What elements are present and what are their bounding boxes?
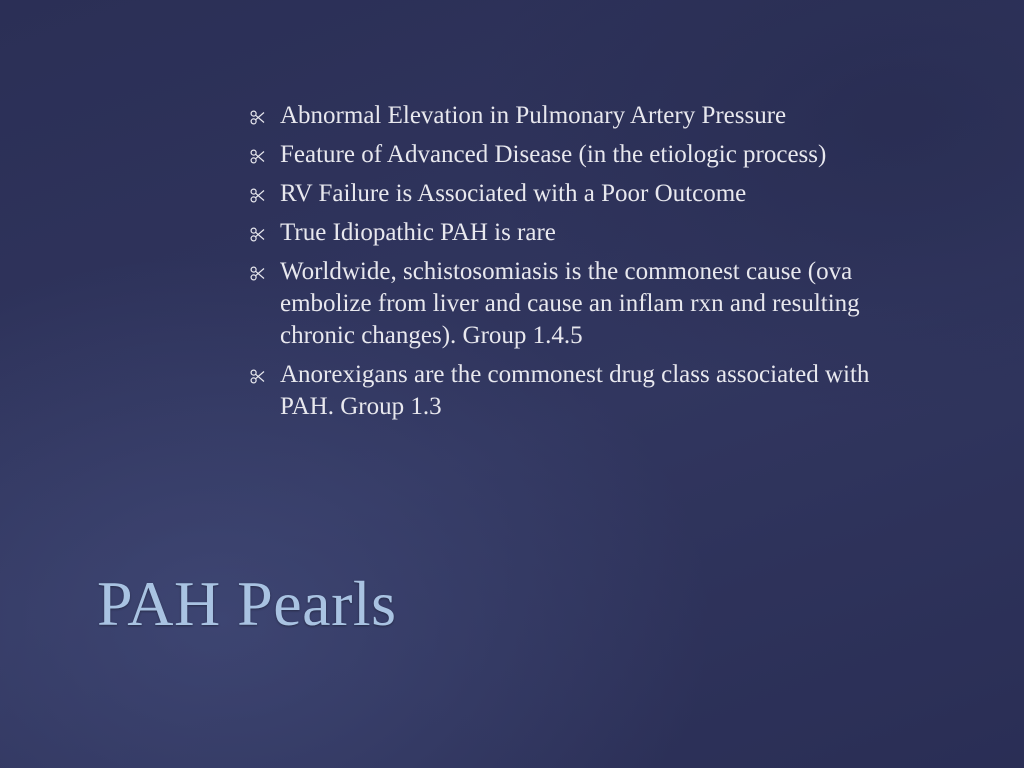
bullet-item [246, 217, 926, 249]
bullet-text: RV Failure is Associated with a Poor Outcome [280, 180, 747, 207]
bullet-text: Feature of Advanced Disease (in the etiologic process) [280, 141, 827, 168]
bullet-content [246, 100, 926, 430]
scissors-icon [250, 227, 265, 242]
scissors-icon [250, 149, 265, 164]
slide-title: PAH Pearls [97, 568, 397, 639]
bullet-item [246, 178, 926, 210]
scissors-icon [250, 188, 265, 203]
scissors-icon [250, 110, 265, 125]
bullet-item [246, 100, 926, 132]
bullet-text: Worldwide, schistosomiasis is the commonest cause (ova embolize from liver and cause an inflam rxn and resulting chronic changes). Group 1.4.5 [280, 258, 860, 349]
scissors-icon [250, 266, 265, 281]
bullet-list [246, 100, 926, 423]
bullet-item [246, 359, 926, 423]
bullet-text: Anorexigans are the commonest drug class associated with PAH. Group 1.3 [280, 361, 870, 420]
bullet-text: Abnormal Elevation in Pulmonary Artery Pressure [280, 102, 787, 129]
bullet-item [246, 139, 926, 171]
bullet-item [246, 256, 926, 352]
scissors-icon [250, 369, 265, 384]
bullet-text: True Idiopathic PAH is rare [280, 219, 556, 246]
